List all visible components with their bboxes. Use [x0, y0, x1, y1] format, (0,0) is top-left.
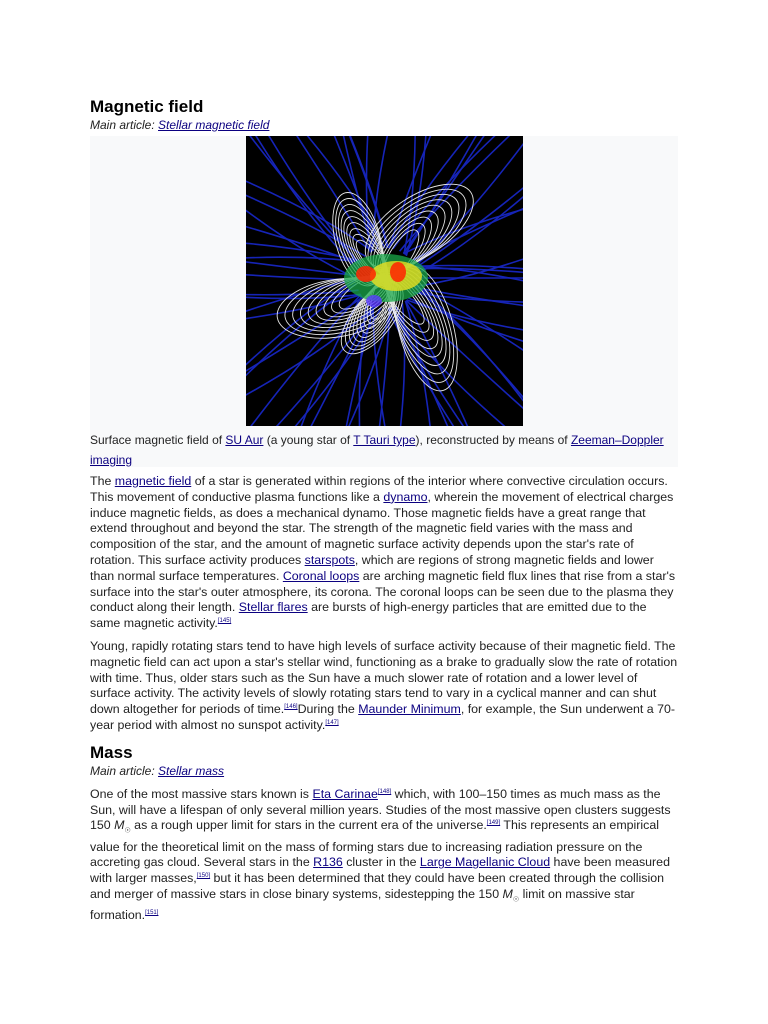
text: One of the most massive stars known is	[90, 786, 313, 801]
citation-145[interactable]: [145]	[217, 618, 232, 625]
text: as a rough upper limit for stars in the current era of the universe.	[130, 818, 487, 833]
hatnote-label: Main article:	[90, 118, 155, 132]
main-article-hatnote	[90, 764, 678, 779]
paragraph-mass-1	[90, 787, 678, 924]
link-zeeman-doppler-imaging[interactable]: Zeeman–Doppler imaging	[90, 433, 664, 467]
caption-text: ), reconstructed by means of	[415, 433, 571, 447]
paragraph-magnetic-field-1	[90, 474, 678, 632]
magnetic-field-illustration	[246, 136, 523, 426]
text: are arching magnetic field flux lines that rise from a star's surface into the star's outer atmosphere, its corona. The coronal loops can be seen due to the plasma they conduct along their length.	[90, 568, 676, 615]
article-content	[90, 96, 678, 924]
link-stellar-mass[interactable]: Stellar mass	[158, 763, 225, 778]
text: but it has been determined that they could have been created through the collision and merger of massive stars in close binary systems, sidestepping the 150	[90, 871, 665, 901]
citation-146[interactable]: [146]	[284, 704, 298, 711]
citation-150[interactable]: [150]	[196, 873, 211, 880]
link-su-aur[interactable]: SU Aur	[225, 433, 264, 447]
text: have been measured with larger masses,	[90, 855, 670, 886]
text: , which are regions of strong magnetic fields and lower than normal surface temperatures.	[90, 552, 654, 583]
main-article-hatnote	[90, 118, 678, 133]
text: which, with 100–150 times as much mass as the Sun, will have a lifespan of only several million years. Studies of the most massive open clusters suggests 150	[90, 786, 671, 833]
link-dynamo[interactable]: dynamo	[383, 489, 428, 504]
text: During the	[297, 702, 359, 717]
link-maunder-minimum[interactable]: Maunder Minimum	[358, 702, 461, 717]
section-heading-magnetic-field: Magnetic field	[90, 97, 204, 116]
link-magnetic-field[interactable]: magnetic field	[114, 474, 192, 488]
citation-148[interactable]: [148]	[377, 788, 392, 795]
text: limit on massive star formation.	[90, 887, 635, 923]
citation-147[interactable]: [147]	[325, 719, 339, 726]
text: , wherein the movement of electrical charges induce magnetic fields, as does a mechanical dynamo. Those magnetic fields have a great range that extend throughout and beyond the star. The strength of the magnetic field varies with the mass and composition of the star, and the amount of magnetic surface activity depends upon the star's rate of rotation. This surface activity produces	[90, 489, 674, 567]
text: are bursts of high-energy particles that are emitted due to the same magnetic activity.	[90, 600, 647, 631]
section-heading-mass: Mass	[90, 742, 133, 762]
citation-151[interactable]: [151]	[145, 910, 159, 917]
citation-149[interactable]: [149]	[486, 820, 501, 827]
text: This represents an empirical value for the theoretical limit on the mass of forming stars due to increasing radiation pressure on the accreting gas cloud. Several stars in the	[90, 818, 660, 870]
link-stellar-magnetic-field[interactable]: Stellar magnetic field	[158, 118, 270, 132]
sun-symbol: ☉	[124, 827, 131, 835]
link-starspots[interactable]: starspots	[304, 552, 355, 567]
figure-caption	[90, 430, 678, 470]
paragraph-magnetic-field-2	[90, 639, 678, 734]
link-r136[interactable]: R136	[313, 855, 343, 870]
solar-mass-symbol: M	[502, 887, 513, 901]
link-coronal-loops[interactable]: Coronal loops	[282, 568, 360, 583]
caption-text: Surface magnetic field of	[90, 433, 226, 447]
text: cluster in the	[342, 855, 420, 870]
link-stellar-flares[interactable]: Stellar flares	[238, 600, 308, 615]
link-t-tauri-type[interactable]: T Tauri type	[353, 433, 416, 447]
caption-text: (a young star of	[263, 433, 354, 447]
hatnote-label: Main article:	[90, 763, 155, 778]
magnetic-field-loops-image[interactable]	[246, 136, 523, 426]
solar-mass-symbol: M	[114, 818, 125, 833]
text: of a star is generated within regions of the interior where convective circulation occurs. This movement of conductive plasma functions like a	[90, 474, 668, 504]
text: , for example, the Sun underwent a 70-year period with almost no sunspot activity.	[90, 702, 676, 732]
sun-symbol: ☉	[512, 896, 520, 904]
link-eta-carinae[interactable]: Eta Carinae	[312, 786, 378, 801]
text: Young, rapidly rotating stars tend to have high levels of surface activity because of their magnetic field. The magnetic field can act upon a star's stellar wind, functioning as a brake to gradually slow the rate of rotation with time. Thus, older stars such as the Sun have a much slower rate of rotation and a lower level of surface activity. The activity levels of slowly rotating stars tend to vary in a cyclical manner and can shut down altogether for periods of time.	[90, 638, 678, 717]
link-large-magellanic-cloud[interactable]: Large Magellanic Cloud	[419, 855, 551, 870]
text: The	[90, 474, 115, 488]
figure-thumbnail	[90, 136, 678, 467]
